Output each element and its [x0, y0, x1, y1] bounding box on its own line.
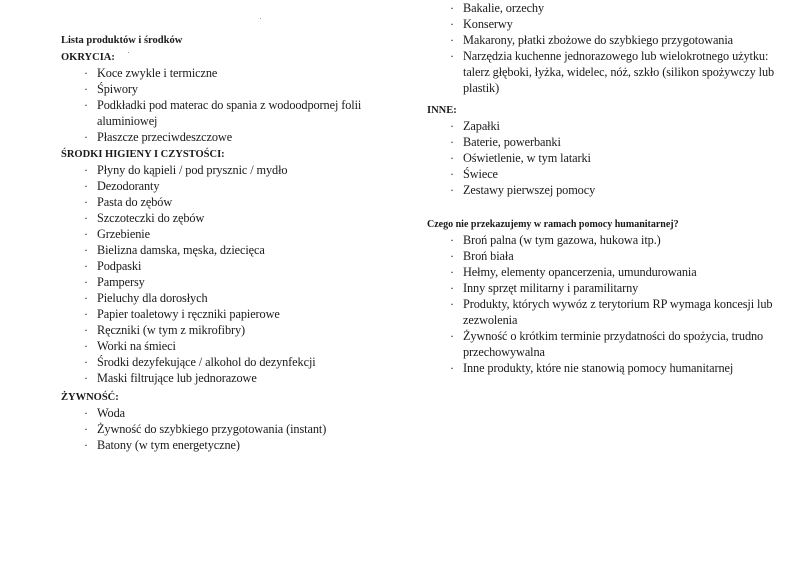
list-item [427, 232, 797, 248]
list-item-text: Papier toaletowy i ręczniki papierowe [97, 307, 280, 321]
list-item [427, 150, 797, 166]
list-item-text: Zapałki [463, 119, 500, 133]
bullet-icon: · [450, 233, 454, 247]
list-item [61, 338, 421, 354]
list-item [427, 360, 797, 376]
section-heading-okrycia: OKRYCIA: [61, 52, 115, 63]
bullet-icon: · [84, 307, 88, 321]
list-item [61, 322, 421, 338]
bullet-icon: · [450, 119, 454, 133]
inne-list [427, 118, 797, 198]
list-item [427, 264, 797, 280]
list-item [427, 280, 797, 296]
list-item [61, 81, 421, 97]
scan-speck [128, 52, 129, 53]
list-item-text: Oświetlenie, w tym latarki [463, 151, 591, 165]
nie-przekazujemy-list [427, 232, 797, 376]
section-heading-zywnosc: ŻYWNOŚĆ: [61, 392, 119, 403]
list-item [61, 178, 421, 194]
bullet-icon: · [84, 130, 88, 144]
list-item [427, 166, 797, 182]
list-item-text: Baterie, powerbanki [463, 135, 561, 149]
list-item [61, 370, 421, 386]
bullet-icon: · [450, 135, 454, 149]
list-item-text: Maski filtrujące lub jednorazowe [97, 371, 257, 385]
bullet-icon: · [84, 243, 88, 257]
okrycia-list [61, 65, 421, 145]
list-item-text: Żywność o krótkim terminie przydatności do spożycia, trudno przechowywalna [463, 329, 764, 359]
list-item [61, 129, 421, 145]
list-item [61, 97, 421, 129]
list-item-text: Podpaski [97, 259, 142, 273]
bullet-icon: · [84, 98, 88, 112]
list-item [61, 274, 421, 290]
list-item [427, 0, 797, 16]
list-item [427, 248, 797, 264]
list-item [61, 306, 421, 322]
list-item-text: Żywność do szybkiego przygotowania (instant) [97, 422, 327, 436]
list-item [427, 32, 797, 48]
list-item-text: Bakalie, orzechy [463, 1, 545, 15]
list-item-text: Inne produkty, które nie stanowią pomocy humanitarnej [463, 361, 734, 375]
bullet-icon: · [84, 355, 88, 369]
list-item [427, 182, 797, 198]
list-item [427, 328, 797, 360]
list-item-text: Bielizna damska, męska, dziecięca [97, 243, 265, 257]
list-item [427, 48, 797, 96]
bullet-icon: · [84, 211, 88, 225]
list-item-text: Świece [463, 167, 498, 181]
bullet-icon: · [84, 339, 88, 353]
bullet-icon: · [84, 66, 88, 80]
zywnosc-list-part-1 [61, 405, 421, 453]
list-item-text: Płaszcze przeciwdeszczowe [97, 130, 233, 144]
list-item [427, 296, 797, 328]
list-item-text: Broń palna (w tym gazowa, hukowa itp.) [463, 233, 661, 247]
bullet-icon: · [84, 438, 88, 452]
list-item [61, 194, 421, 210]
bullet-icon: · [84, 179, 88, 193]
list-item-text: Broń biała [463, 249, 514, 263]
bullet-icon: · [450, 329, 454, 343]
list-item-text: Ręczniki (w tym z mikrofibry) [97, 323, 246, 337]
list-item [61, 210, 421, 226]
bullet-icon: · [450, 249, 454, 263]
bullet-icon: · [84, 195, 88, 209]
list-item-text: Pieluchy dla dorosłych [97, 291, 208, 305]
bullet-icon: · [84, 406, 88, 420]
bullet-icon: · [84, 163, 88, 177]
section-heading-higiena: ŚRODKI HIGIENY I CZYSTOŚCI: [61, 149, 225, 160]
section-heading-nie-przekazujemy: Czego nie przekazujemy w ramach pomocy humanitarnej? [427, 219, 679, 230]
zywnosc-list-part-2 [427, 0, 797, 96]
section-heading-inne: INNE: [427, 105, 457, 116]
list-item-text: Koce zwykle i termiczne [97, 66, 218, 80]
bullet-icon: · [450, 1, 454, 15]
bullet-icon: · [450, 167, 454, 181]
list-item [61, 405, 421, 421]
list-item-text: Pampersy [97, 275, 145, 289]
list-item-text: Produkty, których wywóz z terytorium RP wymaga koncesji lub zezwolenia [463, 297, 773, 327]
list-item [61, 290, 421, 306]
list-item-text: Hełmy, elementy opancerzenia, umundurowania [463, 265, 697, 279]
bullet-icon: · [450, 183, 454, 197]
list-item-text: Narzędzia kuchenne jednorazowego lub wielokrotnego użytku: talerz głęboki, łyżka, widelec, nóż, szkło (silikon spożywczy lub plastik) [463, 49, 775, 95]
document-title: Lista produktów i środków [61, 35, 183, 46]
list-item-text: Woda [97, 406, 125, 420]
list-item [61, 258, 421, 274]
list-item-text: Konserwy [463, 17, 513, 31]
bullet-icon: · [450, 151, 454, 165]
bullet-icon: · [84, 227, 88, 241]
list-item [61, 242, 421, 258]
bullet-icon: · [450, 33, 454, 47]
bullet-icon: · [450, 17, 454, 31]
list-item-text: Worki na śmieci [97, 339, 176, 353]
list-item-text: Podkładki pod materac do spania z wodoodpornej folii aluminiowej [97, 98, 362, 128]
list-item [427, 134, 797, 150]
bullet-icon: · [84, 82, 88, 96]
list-item-text: Szczoteczki do zębów [97, 211, 205, 225]
list-item-text: Makarony, płatki zbożowe do szybkiego przygotowania [463, 33, 734, 47]
bullet-icon: · [84, 422, 88, 436]
list-item [427, 118, 797, 134]
list-item-text: Grzebienie [97, 227, 150, 241]
list-item-text: Batony (w tym energetyczne) [97, 438, 240, 452]
bullet-icon: · [84, 259, 88, 273]
list-item-text: Pasta do zębów [97, 195, 173, 209]
list-item [61, 65, 421, 81]
list-item-text: Środki dezyfekujące / alkohol do dezynfekcji [97, 355, 316, 369]
list-item-text: Śpiwory [97, 82, 138, 96]
list-item [61, 226, 421, 242]
list-item [61, 421, 421, 437]
bullet-icon: · [450, 281, 454, 295]
list-item-text: Zestawy pierwszej pomocy [463, 183, 596, 197]
bullet-icon: · [84, 275, 88, 289]
left-column [61, 34, 421, 453]
list-item [61, 162, 421, 178]
list-item-text: Inny sprzęt militarny i paramilitarny [463, 281, 639, 295]
list-item-text: Płyny do kąpieli / pod prysznic / mydło [97, 163, 288, 177]
bullet-icon: · [84, 323, 88, 337]
bullet-icon: · [450, 297, 454, 311]
list-item [61, 437, 421, 453]
list-item [427, 16, 797, 32]
bullet-icon: · [450, 265, 454, 279]
higiena-list [61, 162, 421, 386]
list-item-text: Dezodoranty [97, 179, 160, 193]
bullet-icon: · [84, 371, 88, 385]
right-column [427, 0, 797, 376]
list-item [61, 354, 421, 370]
bullet-icon: · [84, 291, 88, 305]
bullet-icon: · [450, 361, 454, 375]
scan-speck [260, 18, 261, 19]
bullet-icon: · [450, 49, 454, 63]
